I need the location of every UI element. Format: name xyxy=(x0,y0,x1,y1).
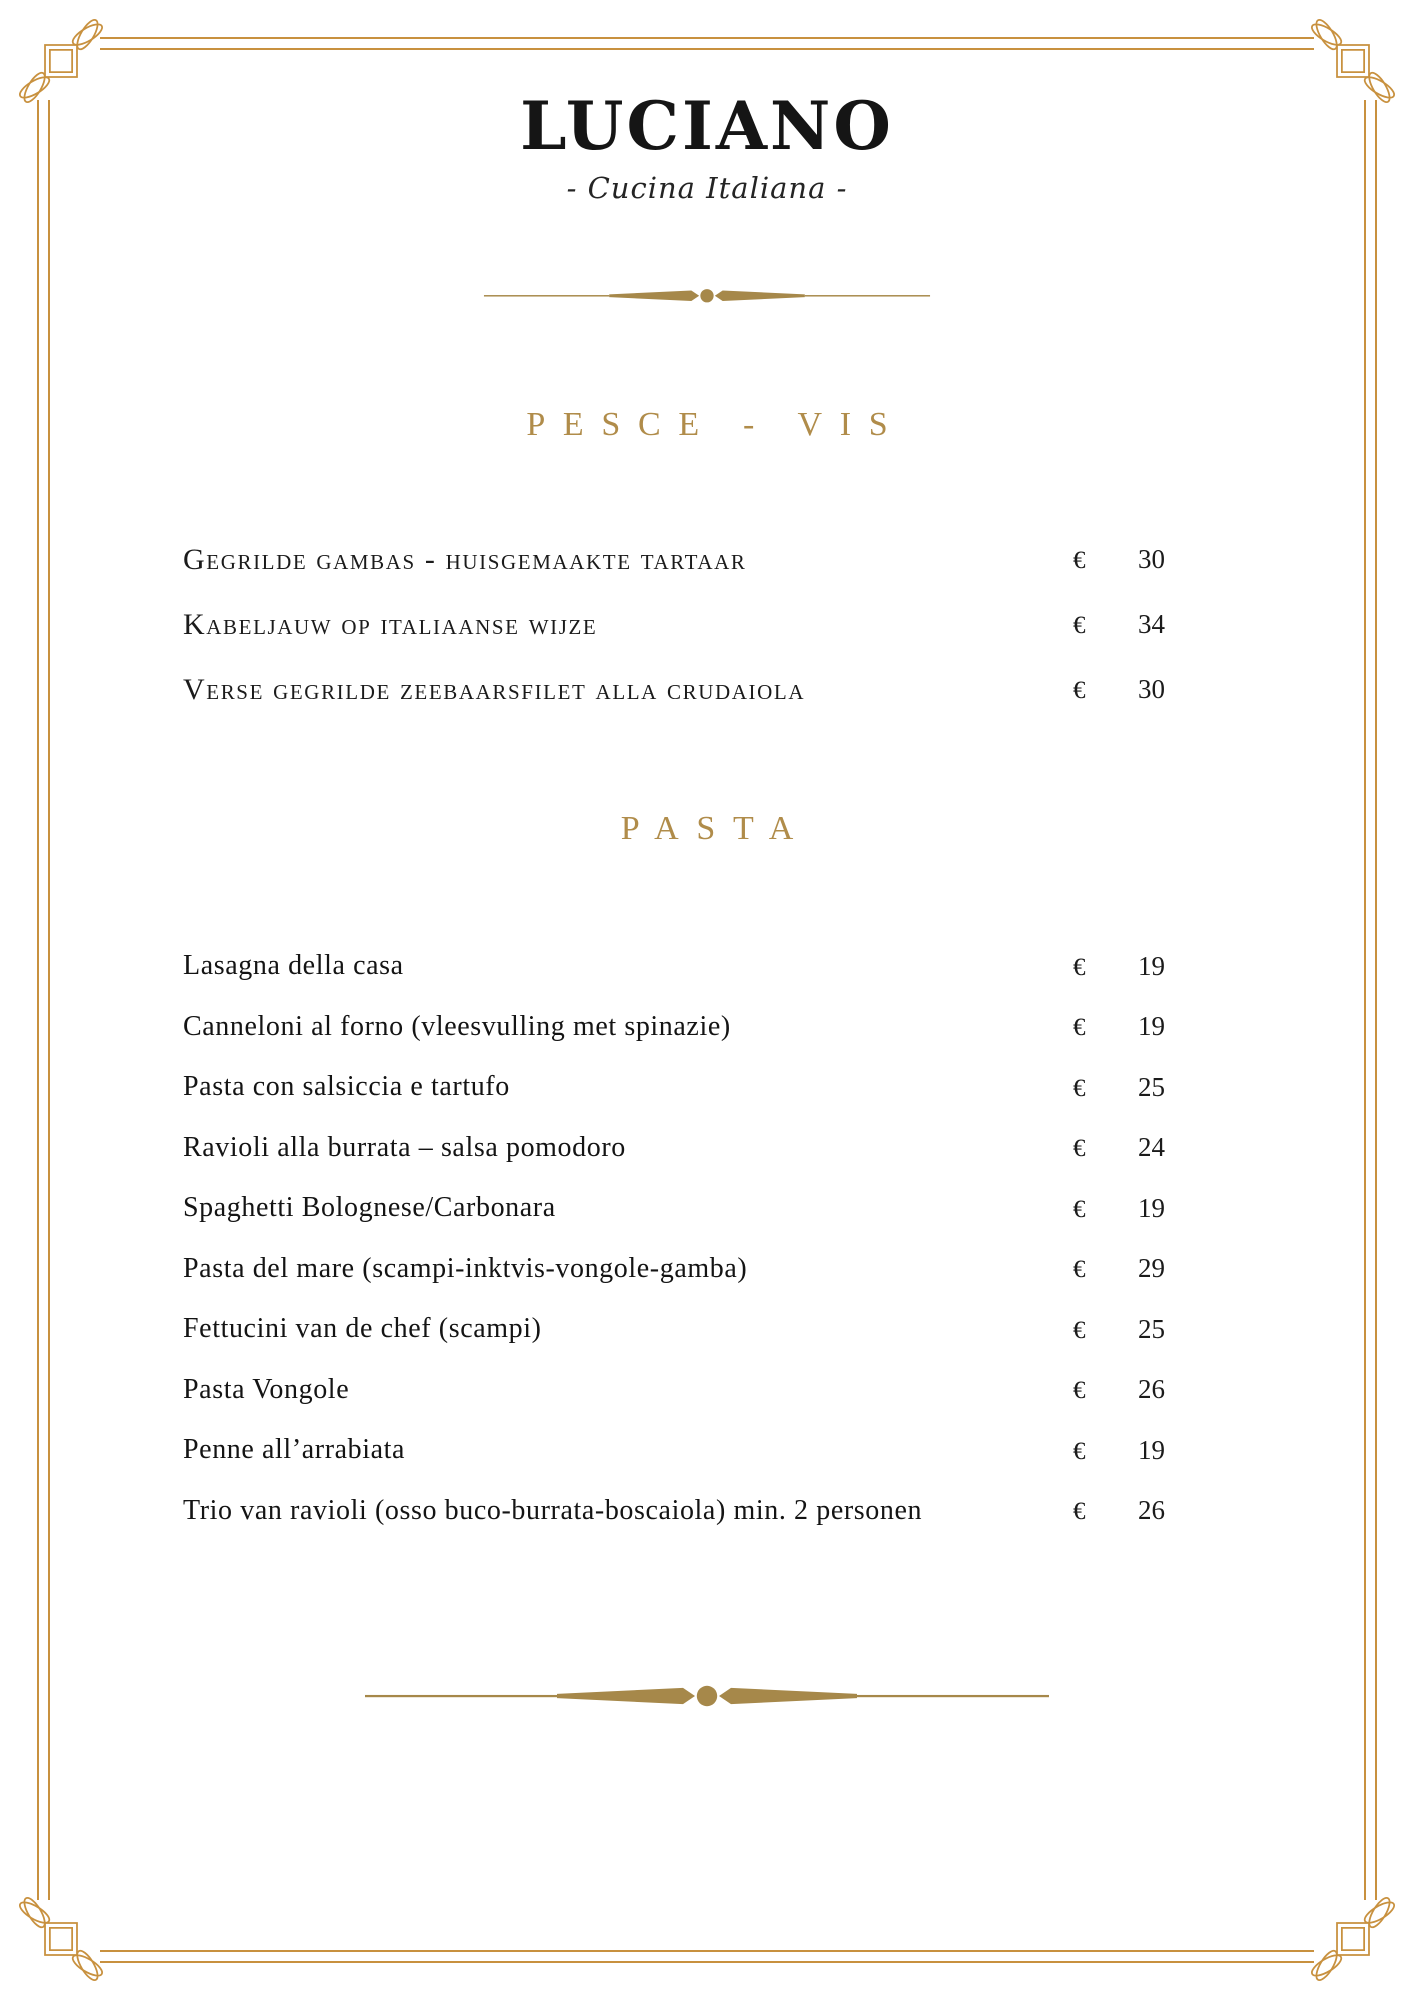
menu-item-price xyxy=(1073,1193,1165,1224)
menu-item-name: Fettucini van de chef (scampi) xyxy=(183,1313,542,1345)
currency-symbol: € xyxy=(1073,1195,1086,1223)
menu-item-row xyxy=(183,1178,1165,1239)
menu-item-name: Lasagna della casa xyxy=(183,950,404,982)
price-value: 19 xyxy=(1138,1434,1165,1465)
menu-item-price xyxy=(1073,951,1165,982)
restaurant-title: LUCIANO xyxy=(520,87,894,165)
menu-item-name: Ravioli alla burrata – salsa pomodoro xyxy=(183,1131,626,1163)
menu-item-price xyxy=(1073,1495,1165,1526)
currency-symbol: € xyxy=(1073,612,1086,639)
frame-line-top-outer xyxy=(100,37,1314,39)
menu-item-name: Spaghetti Bolognese/Carbonara xyxy=(183,1192,556,1224)
price-value: 34 xyxy=(1138,609,1165,639)
menu-item-row xyxy=(183,657,1165,722)
price-value: 19 xyxy=(1138,1192,1165,1223)
menu-item-name: Penne all’arrabiata xyxy=(183,1434,406,1466)
menu-item-row xyxy=(183,1299,1165,1360)
menu-item-price xyxy=(1073,1132,1165,1163)
menu-item-row xyxy=(183,527,1165,592)
frame-line-bottom-outer xyxy=(100,1961,1314,1963)
price-value: 26 xyxy=(1138,1374,1165,1405)
currency-symbol: € xyxy=(1073,1074,1086,1102)
price-value: 25 xyxy=(1138,1071,1165,1102)
price-value: 30 xyxy=(1138,674,1165,704)
frame-line-right-inner xyxy=(1364,100,1366,1900)
section-heading-pasta: PASTA xyxy=(620,810,811,847)
price-value: 26 xyxy=(1138,1495,1165,1526)
menu-item-row xyxy=(183,936,1165,997)
frame-line-left-inner xyxy=(48,100,50,1900)
menu-item-price xyxy=(1073,1011,1165,1042)
frame-line-right-outer xyxy=(1375,100,1377,1900)
menu-item-name: Pasta Vongole xyxy=(183,1373,350,1405)
currency-symbol: € xyxy=(1073,1377,1086,1405)
price-value: 30 xyxy=(1138,544,1165,574)
ornamental-divider-icon xyxy=(362,1678,1052,1714)
ornamental-divider-icon xyxy=(482,284,932,308)
menu-item-name: Gegrilde gambas - huisgemaakte tartaar xyxy=(183,542,747,576)
menu-item-name: Pasta del mare (scampi-inktvis-vongole-gamba) xyxy=(183,1252,748,1284)
corner-flourish-icon xyxy=(1294,1880,1412,1998)
section-heading-pesce: PESCE - VIS xyxy=(526,406,906,443)
frame-line-top-inner xyxy=(100,48,1314,50)
menu-item-row xyxy=(183,1360,1165,1421)
price-value: 19 xyxy=(1138,950,1165,981)
menu-item-name: Kabeljauw op italiaanse wijze xyxy=(183,607,598,641)
currency-symbol: € xyxy=(1073,1256,1086,1284)
price-value: 29 xyxy=(1138,1253,1165,1284)
menu-item-row xyxy=(183,1420,1165,1481)
menu-item-price xyxy=(1073,1374,1165,1405)
menu-item-name: Verse gegrilde zeebaarsfilet alla crudaiola xyxy=(183,672,806,706)
menu-item-name: Canneloni al forno (vleesvulling met spinazie) xyxy=(183,1010,731,1042)
currency-symbol: € xyxy=(1073,1014,1086,1042)
currency-symbol: € xyxy=(1073,1498,1086,1526)
menu-item-price xyxy=(1073,1072,1165,1103)
currency-symbol: € xyxy=(1073,1135,1086,1163)
frame-line-left-outer xyxy=(37,100,39,1900)
corner-flourish-icon xyxy=(2,1880,120,1998)
currency-symbol: € xyxy=(1073,677,1086,704)
currency-symbol: € xyxy=(1073,1437,1086,1465)
menu-item-row xyxy=(183,997,1165,1058)
currency-symbol: € xyxy=(1073,547,1086,574)
menu-item-name: Pasta con salsiccia e tartufo xyxy=(183,1071,510,1103)
currency-symbol: € xyxy=(1073,953,1086,981)
menu-header xyxy=(0,87,1414,206)
menu-item-price xyxy=(1073,1435,1165,1466)
restaurant-tagline: - Cucina Italiana - xyxy=(566,171,848,206)
price-value: 25 xyxy=(1138,1313,1165,1344)
currency-symbol: € xyxy=(1073,1316,1086,1344)
menu-item-row xyxy=(183,1481,1165,1542)
price-value: 24 xyxy=(1138,1132,1165,1163)
menu-item-price xyxy=(1073,1253,1165,1284)
frame-line-bottom-inner xyxy=(100,1950,1314,1952)
menu-item-price xyxy=(1073,674,1165,705)
menu-item-price xyxy=(1073,1314,1165,1345)
price-value: 19 xyxy=(1138,1011,1165,1042)
menu-item-row xyxy=(183,1118,1165,1179)
menu-item-price xyxy=(1073,544,1165,575)
menu-item-row xyxy=(183,592,1165,657)
menu-list-pesce xyxy=(183,527,1165,722)
menu-list-pasta xyxy=(183,936,1165,1541)
menu-item-name: Trio van ravioli (osso buco-burrata-boscaiola) min. 2 personen xyxy=(183,1494,923,1526)
menu-item-price xyxy=(1073,609,1165,640)
menu-item-row xyxy=(183,1057,1165,1118)
menu-item-row xyxy=(183,1239,1165,1300)
